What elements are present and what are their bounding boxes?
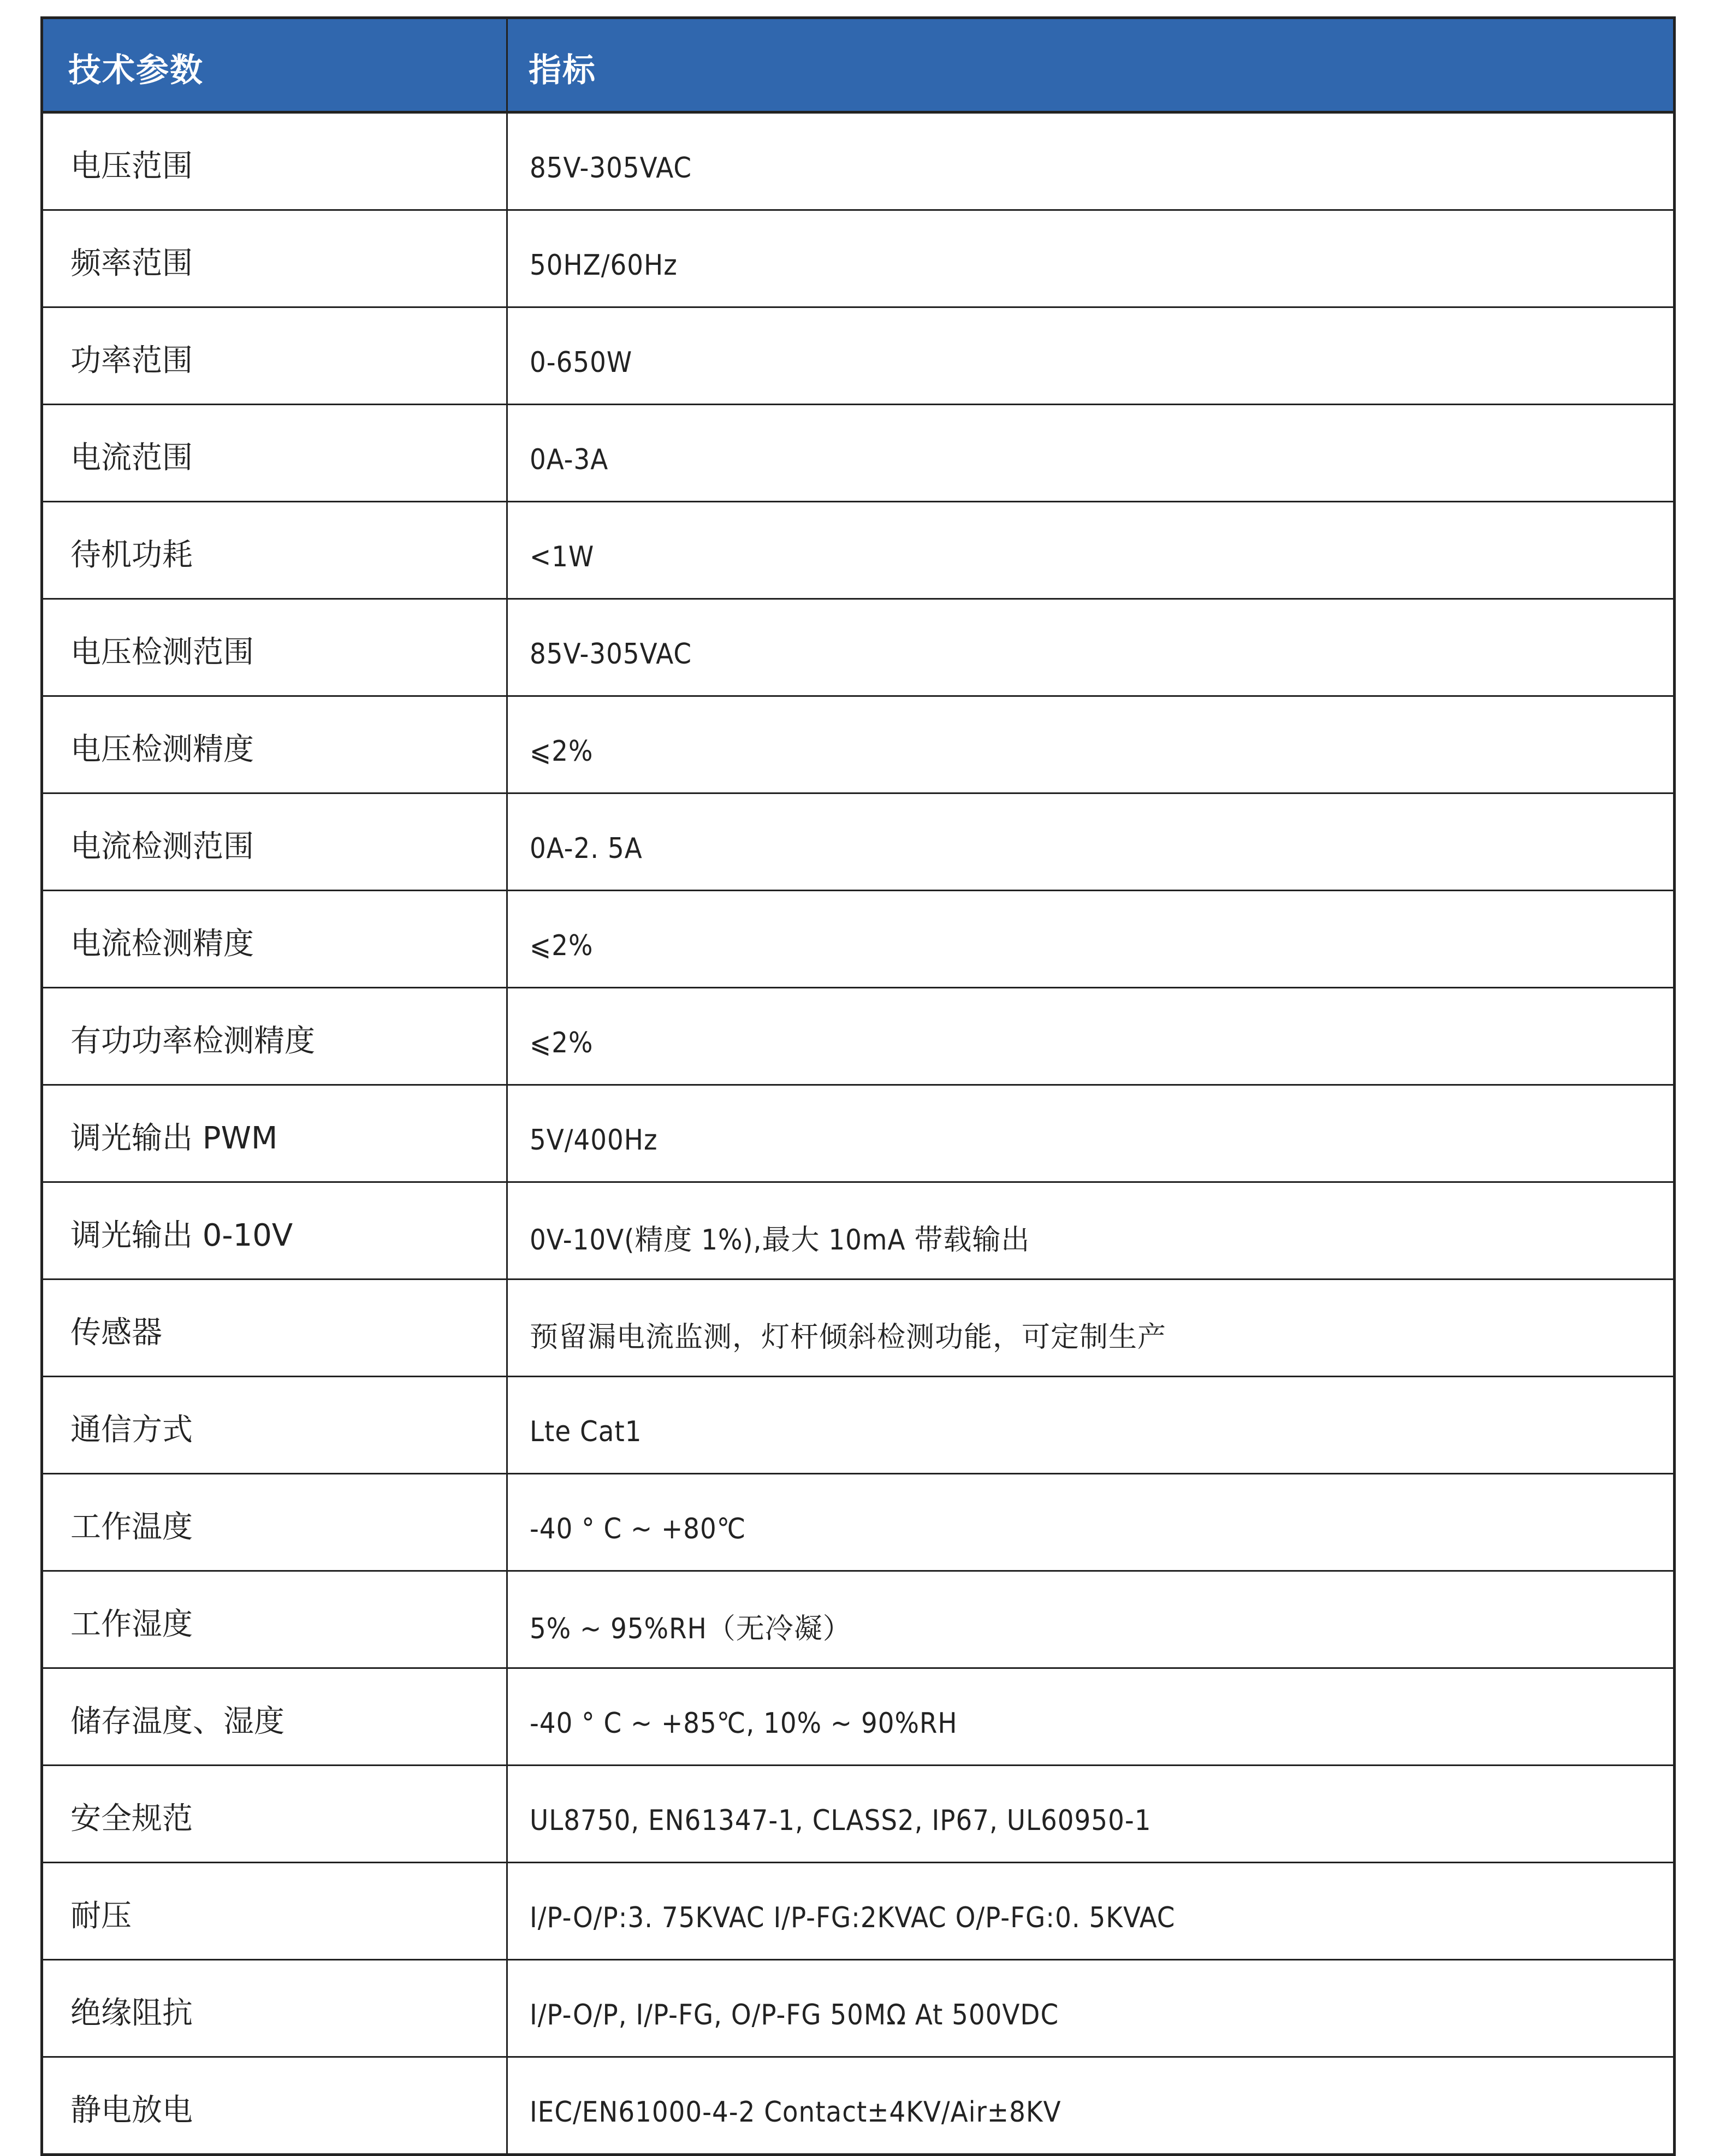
table-row [42,307,1675,405]
param-cell: 调光输出 PWM [42,1085,507,1182]
value-cell: I/P-O/P:3. 75KVAC I/P-FG:2KVAC O/P-FG:0. 5KVAC [507,1863,1675,1960]
param-cell: 调光输出 0-10V [42,1182,507,1280]
param-cell: 电流检测范围 [42,793,507,891]
table-row [42,1571,1675,1668]
param-cell: 绝缘阻抗 [42,1960,507,2057]
value-cell: -40 ° C ~ +80℃ [507,1474,1675,1571]
table-row [42,988,1675,1085]
param-cell: 工作湿度 [42,1571,507,1668]
table-row [42,1085,1675,1182]
table-row [42,696,1675,793]
table-row [42,1766,1675,1863]
table-row [42,405,1675,502]
table-row [42,599,1675,696]
value-cell: IEC/EN61000-4-2 Contact±4KV/Air±8KV [507,2057,1675,2155]
header-row [42,18,1675,112]
value-cell: 0V-10V(精度 1%),最大 10mA 带载输出 [507,1182,1675,1280]
value-cell: <1W [507,502,1675,599]
value-cell: I/P-O/P, I/P-FG, O/P-FG 50MΩ At 500VDC [507,1960,1675,2057]
table-row [42,891,1675,988]
value-cell: ⩽2% [507,988,1675,1085]
table-body [42,112,1675,2155]
param-cell: 电压范围 [42,112,507,210]
value-cell: 85V-305VAC [507,599,1675,696]
table-row [42,1474,1675,1571]
value-cell: 预留漏电流监测，灯杆倾斜检测功能，可定制生产 [507,1280,1675,1377]
value-cell: 85V-305VAC [507,112,1675,210]
param-cell: 功率范围 [42,307,507,405]
table-row [42,2057,1675,2155]
value-cell: ⩽2% [507,891,1675,988]
table-row [42,793,1675,891]
table-row [42,1377,1675,1474]
param-cell: 耐压 [42,1863,507,1960]
value-cell: -40 ° C ~ +85℃, 10% ~ 90%RH [507,1668,1675,1766]
table-row [42,502,1675,599]
param-cell: 待机功耗 [42,502,507,599]
table-row [42,112,1675,210]
table-header [42,18,1675,112]
table-row [42,1182,1675,1280]
header-value: 指标 [507,18,1675,112]
value-cell: Lte Cat1 [507,1377,1675,1474]
header-param: 技术参数 [42,18,507,112]
param-cell: 电流范围 [42,405,507,502]
value-cell: 0A-3A [507,405,1675,502]
value-cell: 0-650W [507,307,1675,405]
table-row [42,1280,1675,1377]
param-cell: 通信方式 [42,1377,507,1474]
table-row [42,1863,1675,1960]
value-cell: UL8750, EN61347-1, CLASS2, IP67, UL60950-1 [507,1766,1675,1863]
table-row [42,1960,1675,2057]
param-cell: 传感器 [42,1280,507,1377]
param-cell: 电压检测精度 [42,696,507,793]
table-row [42,1668,1675,1766]
value-cell: 50HZ/60Hz [507,210,1675,307]
value-cell: 0A-2. 5A [507,793,1675,891]
param-cell: 电流检测精度 [42,891,507,988]
spec-table [40,16,1676,2156]
table-row [42,210,1675,307]
value-cell: 5V/400Hz [507,1085,1675,1182]
param-cell: 安全规范 [42,1766,507,1863]
param-cell: 频率范围 [42,210,507,307]
param-cell: 工作温度 [42,1474,507,1571]
param-cell: 静电放电 [42,2057,507,2155]
param-cell: 电压检测范围 [42,599,507,696]
param-cell: 储存温度、湿度 [42,1668,507,1766]
value-cell: 5% ~ 95%RH（无冷凝） [507,1571,1675,1668]
param-cell: 有功功率检测精度 [42,988,507,1085]
value-cell: ⩽2% [507,696,1675,793]
